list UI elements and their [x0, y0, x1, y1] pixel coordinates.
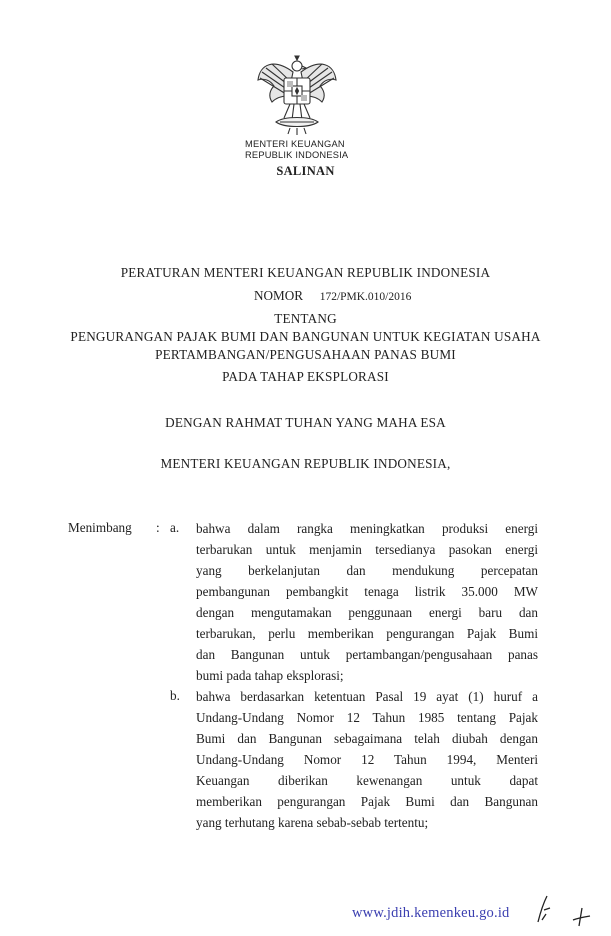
nomor-label: NOMOR	[254, 288, 304, 303]
menimbang-label: Menimbang	[68, 520, 132, 535]
jdih-website-link[interactable]: www.jdih.kemenkeu.go.id	[352, 905, 510, 921]
menteri-line: MENTERI KEUANGAN REPUBLIK INDONESIA,	[160, 456, 451, 471]
regulation-number	[254, 288, 411, 304]
tentang-heading: TENTANG	[274, 311, 337, 326]
ministry-name-line1: MENTERI KEUANGAN	[245, 139, 345, 149]
regulation-title: PERATURAN MENTERI KEUANGAN REPUBLIK INDONESIA	[120, 265, 491, 280]
item-a-line-4: pembangunan pembangkit tenaga listrik 35.000 MW	[196, 584, 538, 599]
item-a-line-8: bumi pada tahap eksplorasi;	[196, 668, 344, 683]
subject-line-2: PERTAMBANGAN/PENGUSAHAAN PANAS BUMI	[155, 347, 456, 362]
item-a-line-5: dengan mengutamakan penggunaan energi baru dan	[196, 605, 538, 620]
subject-line-3: PADA TAHAP EKSPLORASI	[222, 369, 389, 384]
item-a-line-1: bahwa dalam rangka meningkatkan produksi energi	[196, 521, 538, 536]
rahmat-line: DENGAN RAHMAT TUHAN YANG MAHA ESA	[165, 415, 446, 430]
item-a-line-6: terbarukan, perlu memberikan pengurangan Pajak Bumi	[196, 626, 538, 641]
item-b-line-2: Undang-Undang Nomor 12 Tahun 1985 tentang Pajak	[196, 710, 538, 725]
item-a-line-7: dan Bangunan untuk pertambangan/pengusahaan panas	[196, 647, 538, 662]
subject-line-1: PENGURANGAN PAJAK BUMI DAN BANGUNAN UNTUK KEGIATAN USAHA	[70, 329, 541, 344]
item-b-line-5: Keuangan diberikan kewenangan untuk dapat	[196, 773, 538, 788]
item-b-line-4: Undang-Undang Nomor 12 Tahun 1994, Menteri	[196, 752, 538, 767]
item-a-line-2: terbarukan untuk menjamin tersedianya pasokan energi	[196, 542, 538, 557]
item-b-line-3: Bumi dan Bangunan sebagaimana telah diubah dengan	[196, 731, 538, 746]
item-b-marker: b.	[170, 688, 180, 703]
item-b-line-1: bahwa berdasarkan ketentuan Pasal 19 ayat (1) huruf a	[196, 689, 538, 704]
salinan-stamp: SALINAN	[276, 164, 335, 178]
item-a-marker: a.	[170, 520, 180, 535]
nomor-value: 172/PMK.010/2016	[319, 291, 412, 303]
item-b-line-6: memberikan pengurangan Pajak Bumi dan Bangunan	[196, 794, 538, 809]
initial-mark-icon	[570, 906, 592, 928]
item-a-line-3: yang berkelanjutan dan mendukung percepatan	[196, 563, 538, 578]
menimbang-colon: :	[156, 520, 160, 535]
signature-stroke-icon	[534, 892, 554, 924]
garuda-emblem-icon	[254, 50, 340, 136]
item-b-line-7: yang terhutang karena sebab-sebab tertentu;	[196, 815, 429, 830]
ministry-name-line2: REPUBLIK INDONESIA	[245, 150, 349, 160]
